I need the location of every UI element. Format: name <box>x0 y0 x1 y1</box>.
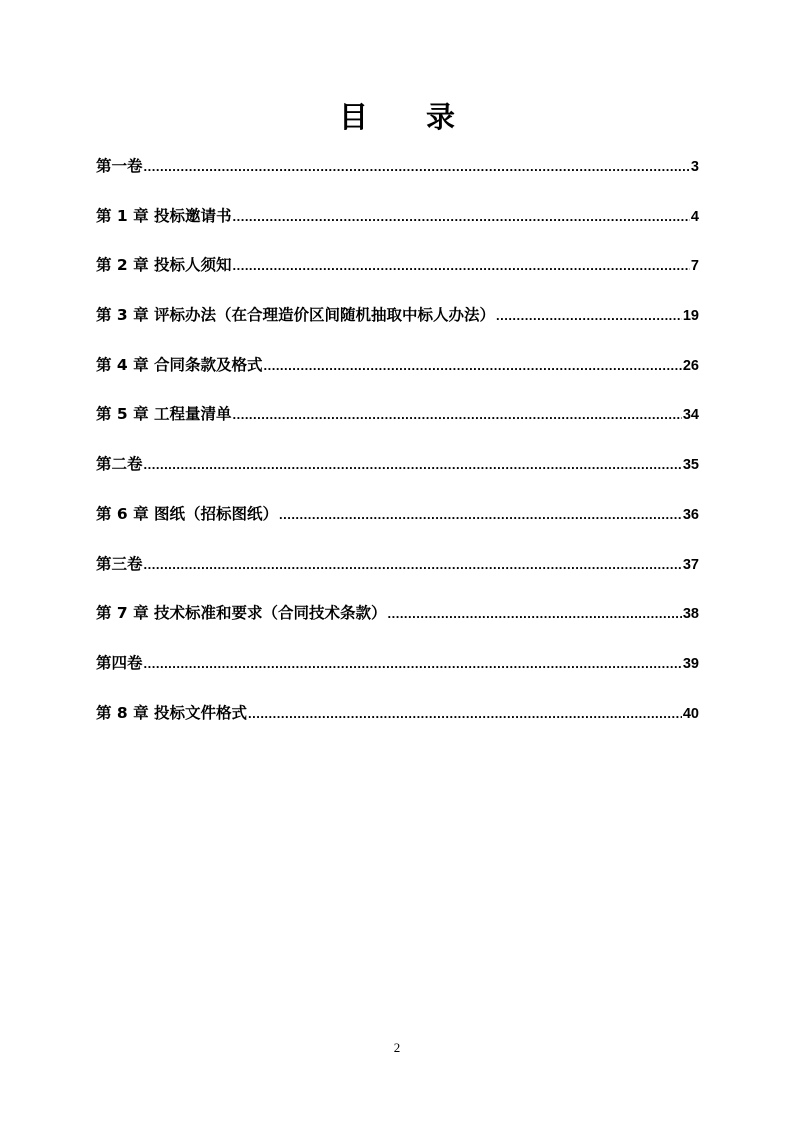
toc-dot-leader <box>144 150 690 184</box>
page-title: 目 录 <box>338 100 480 134</box>
toc-entry-label: 第 4 章 合同条款及格式 <box>96 355 263 374</box>
toc-dot-leader <box>232 398 681 432</box>
toc-entry-chapter-5[interactable] <box>96 397 699 447</box>
toc-entry-page: 40 <box>682 705 699 722</box>
toc-entry-chapter-3[interactable] <box>96 298 699 348</box>
toc-entry-label: 第 6 章 图纸（招标图纸） <box>96 504 278 523</box>
toc-dot-leader <box>279 498 682 532</box>
toc-entry-page: 19 <box>682 308 699 325</box>
toc-entry-volume-2[interactable] <box>96 447 699 497</box>
toc-dot-leader <box>263 349 681 383</box>
toc-entry-label: 第二卷 <box>96 455 143 474</box>
toc-dot-leader <box>144 448 682 482</box>
toc-dot-leader <box>496 299 682 333</box>
toc-dot-leader <box>144 548 682 582</box>
toc-dot-leader <box>144 647 682 681</box>
toc-entry-chapter-4[interactable] <box>96 348 699 398</box>
toc-entry-volume-3[interactable] <box>96 547 699 597</box>
toc-entry-page: 36 <box>682 506 699 523</box>
toc-entry-page: 4 <box>690 208 699 225</box>
toc-dot-leader <box>232 200 689 234</box>
toc-entry-label: 第四卷 <box>96 653 143 672</box>
toc-entry-volume-1[interactable] <box>96 149 699 199</box>
toc-dot-leader <box>387 597 681 631</box>
toc-entry-label: 第 1 章 投标邀请书 <box>96 206 232 225</box>
toc-entry-chapter-8[interactable] <box>96 696 699 746</box>
toc-entry-label: 第 2 章 投标人须知 <box>96 256 232 275</box>
toc-entry-label: 第 5 章 工程量清单 <box>96 405 232 424</box>
toc-entry-chapter-7[interactable] <box>96 596 699 646</box>
toc-entry-page: 35 <box>682 457 699 474</box>
table-of-contents <box>96 149 699 745</box>
page-number: 2 <box>393 1040 401 1055</box>
toc-entry-chapter-1[interactable] <box>96 199 699 249</box>
toc-entry-chapter-6[interactable] <box>96 497 699 547</box>
toc-entry-page: 39 <box>682 655 699 672</box>
toc-entry-page: 26 <box>682 357 699 374</box>
toc-entry-page: 7 <box>690 258 699 275</box>
toc-entry-label: 第一卷 <box>96 157 143 175</box>
toc-entry-page: 34 <box>682 407 699 424</box>
toc-entry-chapter-2[interactable] <box>96 248 699 298</box>
toc-entry-label: 第 7 章 技术标准和要求（合同技术条款） <box>96 604 387 623</box>
toc-entry-label: 第 8 章 投标文件格式 <box>96 703 247 722</box>
toc-entry-page: 37 <box>682 556 699 573</box>
toc-entry-label: 第 3 章 评标办法（在合理造价区间随机抽取中标人办法） <box>96 306 495 325</box>
toc-entry-page: 3 <box>690 159 699 175</box>
toc-entry-page: 38 <box>682 606 699 623</box>
toc-entry-volume-4[interactable] <box>96 646 699 696</box>
toc-dot-leader <box>232 249 689 283</box>
toc-entry-label: 第三卷 <box>96 554 143 573</box>
toc-dot-leader <box>248 697 682 731</box>
